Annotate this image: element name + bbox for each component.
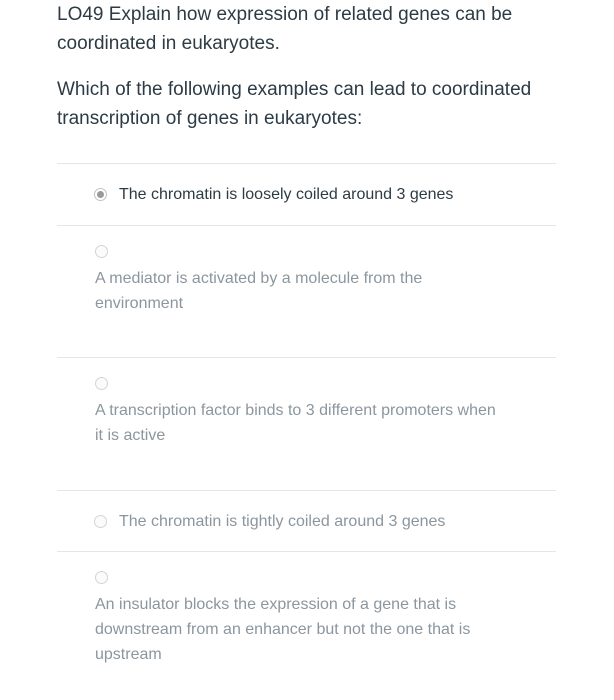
answer-option-3[interactable] <box>57 358 556 491</box>
answer-label: The chromatin is loosely coiled around 3 genes <box>119 186 454 203</box>
radio-button-selected[interactable] <box>94 188 107 201</box>
answer-option-4[interactable] <box>57 491 556 552</box>
answer-option-2[interactable] <box>57 226 556 358</box>
answer-option-5[interactable] <box>57 552 556 684</box>
answer-label: The chromatin is tightly coiled around 3 genes <box>119 512 446 530</box>
learning-objective: LO49 Explain how expression of related genes can be coordinated in eukaryotes. <box>57 4 513 54</box>
answer-label: An insulator blocks the expression of a gene that is downstream from an enhancer but not the one that is upstream <box>95 596 471 663</box>
radio-button[interactable] <box>95 571 108 584</box>
question-header <box>57 0 577 133</box>
radio-button[interactable] <box>95 245 108 258</box>
answer-list <box>57 163 556 684</box>
radio-button[interactable] <box>95 377 108 390</box>
radio-button[interactable] <box>94 515 107 528</box>
answer-label: A mediator is activated by a molecule from the environment <box>95 270 423 312</box>
answer-label: A transcription factor binds to 3 different promoters when it is active <box>95 402 496 444</box>
answer-option-1[interactable] <box>57 164 556 226</box>
question-prompt: Which of the following examples can lead to coordinated transcription of genes in eukaryotes: <box>57 79 532 129</box>
